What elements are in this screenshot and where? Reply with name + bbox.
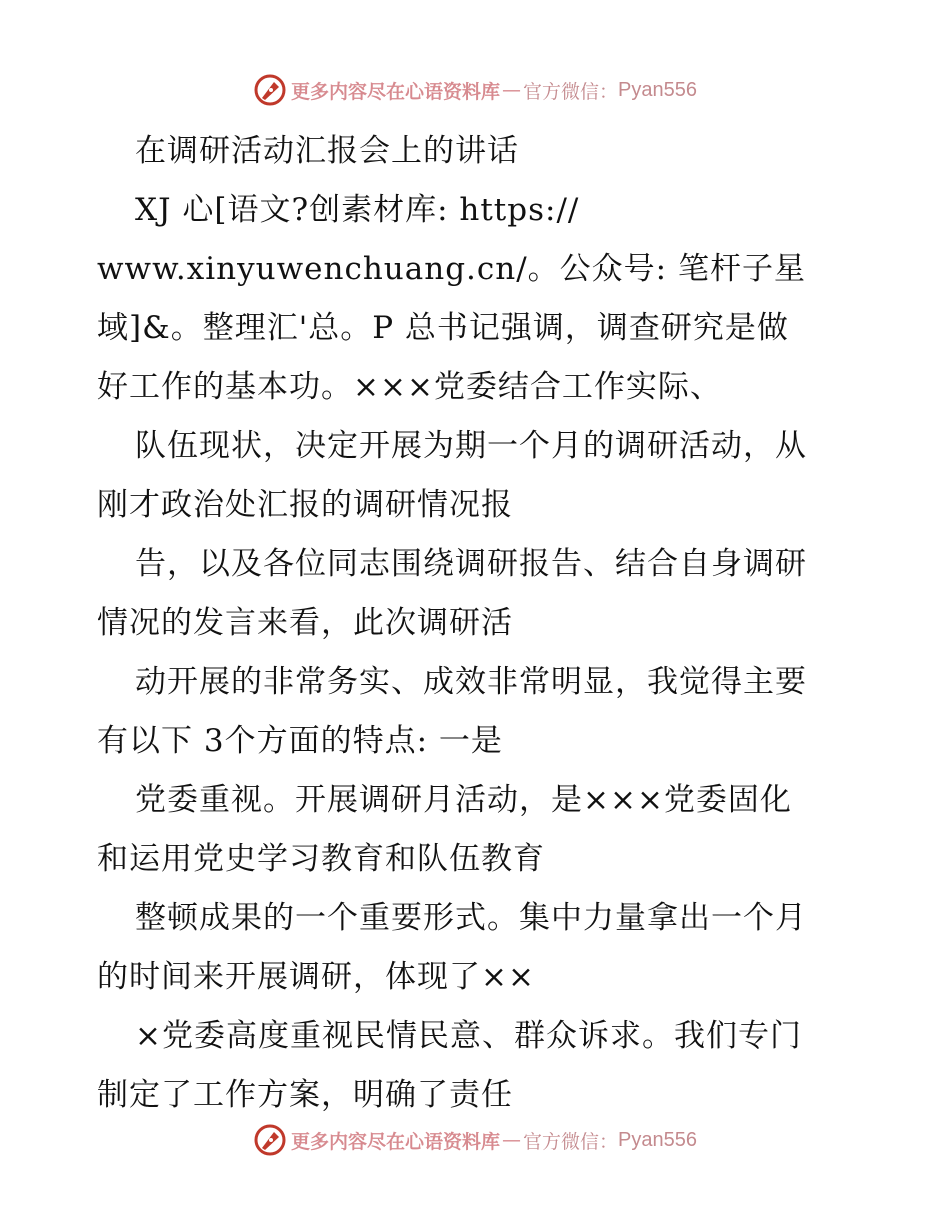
document-line: XJ 心[语文?创素材库: https:// [135,192,580,228]
header-banner-wechat-id: Pyan556 [618,78,697,101]
document-body [97,122,857,1125]
footer-banner-wechat-id: Pyan556 [618,1128,697,1151]
document-line: 整顿成果的一个重要形式。集中力量拿出一个月 [135,900,807,936]
header-banner-dash: — [502,79,522,101]
document-line: 动开展的非常务实、成效非常明显，我觉得主要 [135,664,807,700]
document-line: 刚才政治处汇报的调研情况报 [97,487,513,523]
footer-banner-wechat-label: 官方微信： [523,1130,619,1153]
footer-banner [0,1120,950,1160]
header-banner [0,70,950,110]
footer-banner-main-text: 更多内容尽在心语资料库 [291,1130,501,1153]
document-line: ×党委高度重视民情民意、群众诉求。我们专门 [135,1018,802,1054]
pen-nib-circle-icon [253,1123,287,1157]
footer-banner-content [253,1123,697,1157]
document-title: 在调研活动汇报会上的讲话 [135,133,519,169]
header-banner-main-text: 更多内容尽在心语资料库 [291,80,501,103]
document-line: 党委重视。开展调研月活动，是×××党委固化 [135,782,792,818]
document-line: 情况的发言来看，此次调研活 [97,605,513,641]
document-line: 的时间来开展调研，体现了×× [97,959,535,995]
pen-nib-circle-icon [253,73,287,107]
document-line: 有以下 3个方面的特点: 一是 [97,723,503,759]
document-line: 和运用党史学习教育和队伍教育 [97,841,545,877]
document-line: 好工作的基本功。×××党委结合工作实际、 [97,369,722,405]
document-line: 制定了工作方案，明确了责任 [97,1077,513,1113]
document-line: 告，以及各位同志围绕调研报告、结合自身调研 [135,546,807,582]
header-banner-wechat-label: 官方微信： [523,80,619,103]
document-line: 域]&。整理汇'总。P 总书记强调，调查研究是做 [97,310,789,346]
header-banner-content [253,73,697,107]
footer-banner-dash: — [502,1129,522,1151]
document-line: 队伍现状，决定开展为期一个月的调研活动，从 [135,428,807,464]
document-line: www.xinyuwenchuang.cn/。公众号: 笔杆子星 [97,251,806,287]
